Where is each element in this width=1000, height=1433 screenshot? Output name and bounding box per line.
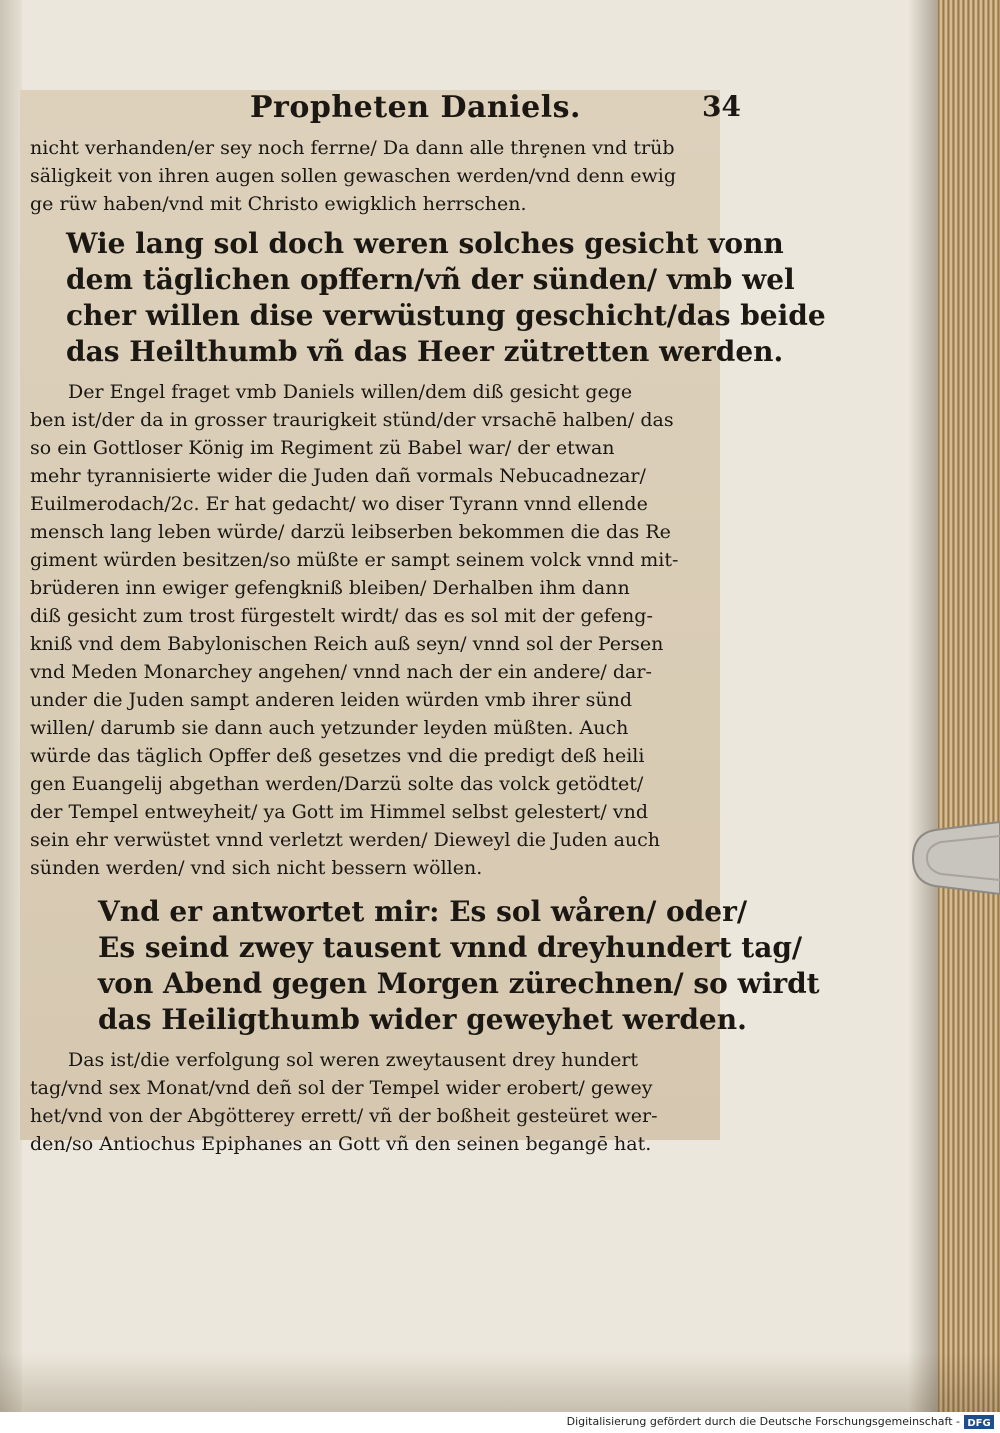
scripture-verse xyxy=(66,226,826,370)
verse-line: cher willen dise verwüstung geschicht/das beide xyxy=(66,299,826,332)
text-line: Das ist/die verfolgung sol weren zweytausent drey hundert xyxy=(68,1049,639,1071)
text-line: nicht verhanden/er sey noch ferrne/ Da dann alle thrȩnen vnd trüb xyxy=(30,137,675,159)
verse-line: das Heiligthumb wider geweyhet werden. xyxy=(98,1003,747,1036)
text-line: Der Engel fraget vmb Daniels willen/dem diß gesicht gege xyxy=(68,381,633,403)
funding-credit: Digitalisierung gefördert durch die Deutsche Forschungsgemeinschaft - xyxy=(566,1415,960,1428)
scripture-verse xyxy=(98,894,820,1038)
text-line: sein ehr verwüstet vnnd verletzt werden/ Dieweyl die Juden auch xyxy=(30,829,661,851)
paragraph-continuation xyxy=(30,134,745,218)
page-text xyxy=(30,90,826,1158)
text-line: brüderen inn ewiger gefengkniß bleiben/ Derhalben ihm dann xyxy=(30,577,630,599)
printed-page-area xyxy=(20,90,826,1155)
text-line: under die Juden sampt anderen leiden würden vmb ihrer sünd xyxy=(30,689,633,711)
verse-line: Wie lang sol doch weren solches gesicht vonn xyxy=(66,227,784,260)
verse-line: Es seind zwey tausent vnnd dreyhundert tag/ xyxy=(98,931,803,964)
text-line: würde das täglich Opffer deß gesetzes vnd die predigt deß heili xyxy=(30,745,645,767)
text-line: kniß vnd dem Babylonischen Reich auß seyn/ vnnd sol der Persen xyxy=(30,633,664,655)
text-line: mensch lang leben würde/ darzü leibserben bekommen die das Re xyxy=(30,521,671,543)
text-line: gen Euangelij abgethan werden/Darzü solte das volck getödtet/ xyxy=(30,773,644,795)
text-line: het/vnd von der Abgötterey errett/ vñ der boßheit gesteüret wer- xyxy=(30,1105,658,1127)
text-line: den/so Antiochus Epiphanes an Gott vñ den seinen begangē hat. xyxy=(30,1133,652,1155)
verse-line: dem täglichen opffern/vñ der sünden/ vmb wel xyxy=(66,263,795,296)
text-line: säligkeit von ihren augen sollen gewaschen werden/vnd denn ewig xyxy=(30,165,676,187)
book-fore-edge xyxy=(938,0,1000,1412)
text-line: giment würden besitzen/so müßte er sampt seinem volck vnnd mit- xyxy=(30,549,679,571)
page-bottom-shadow xyxy=(0,1352,1000,1412)
verse-line: Vnd er antwortet mir: Es sol wåren/ oder/ xyxy=(98,895,748,928)
page-number: 34 xyxy=(702,90,741,123)
verse-line: das Heilthumb vñ das Heer zütretten werden. xyxy=(66,335,784,368)
text-line: vnd Meden Monarchey angehen/ vnnd nach der ein andere/ dar- xyxy=(30,661,652,683)
gutter-shadow xyxy=(908,0,938,1412)
text-line: diß gesicht zum trost fürgestelt wirdt/ das es sol mit der gefeng- xyxy=(30,605,653,627)
dfg-logo-text: DFG xyxy=(967,1418,991,1429)
text-line: so ein Gottloser König im Regiment zü Babel war/ der etwan xyxy=(30,437,615,459)
text-line: tag/vnd sex Monat/vnd deñ sol der Tempel wider erobert/ gewey xyxy=(30,1077,653,1099)
page-clip-icon xyxy=(905,808,1000,908)
facing-page-edge xyxy=(0,0,22,1412)
text-line: Euilmerodach/2c. Er hat gedacht/ wo diser Tyrann vnnd ellende xyxy=(30,493,648,515)
running-title: Propheten Daniels. xyxy=(250,90,581,125)
dfg-logo xyxy=(964,1415,994,1429)
text-line: ben ist/der da in grosser traurigkeit stünd/der vrsachē halben/ das xyxy=(30,409,674,431)
commentary-paragraph xyxy=(30,1046,745,1158)
text-line: mehr tyrannisierte wider die Juden dañ vormals Nebucadnezar/ xyxy=(30,465,646,487)
page-header xyxy=(30,90,745,134)
text-line: ge rüw haben/vnd mit Christo ewigklich herrschen. xyxy=(30,193,527,215)
digitization-footer xyxy=(0,1412,1000,1433)
text-line: sünden werden/ vnd sich nicht bessern wöllen. xyxy=(30,857,483,879)
text-line: willen/ darumb sie dann auch yetzunder leyden müßten. Auch xyxy=(30,717,629,739)
verse-line: von Abend gegen Morgen zürechnen/ so wirdt xyxy=(98,967,820,1000)
text-line: der Tempel entweyheit/ ya Gott im Himmel selbst gelestert/ vnd xyxy=(30,801,649,823)
commentary-paragraph xyxy=(30,378,745,882)
